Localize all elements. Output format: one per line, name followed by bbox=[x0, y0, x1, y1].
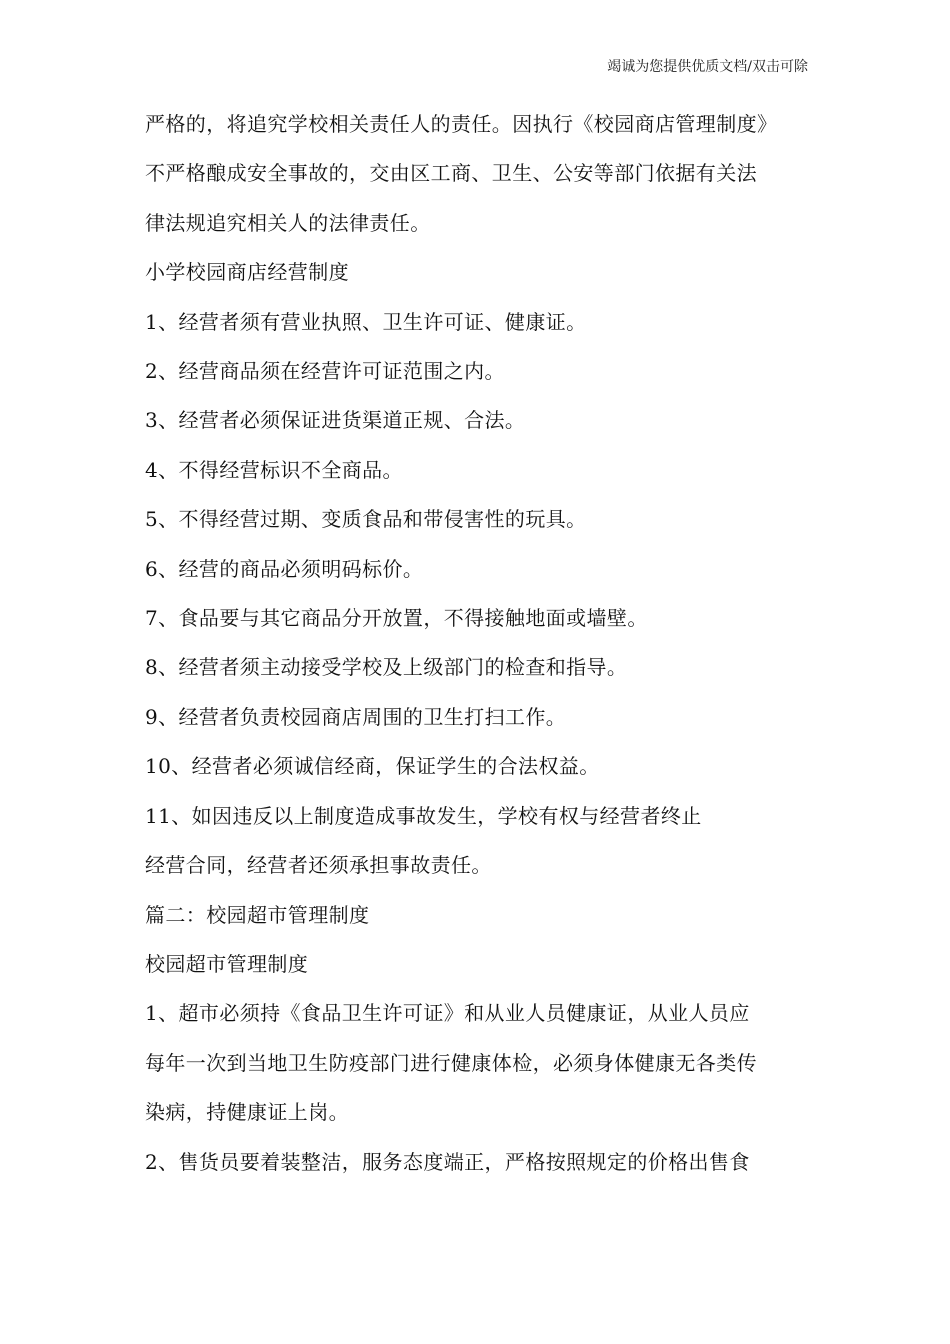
text-line: 律法规追究相关人的法律责任。 bbox=[145, 210, 431, 235]
list-item: 5、不得经营过期、变质食品和带侵害性的玩具。 bbox=[145, 507, 587, 532]
list-item: 10、经营者必须诚信经商，保证学生的合法权益。 bbox=[145, 754, 600, 779]
list-item: 11、如因违反以上制度造成事故发生，学校有权与经营者终止 bbox=[145, 803, 702, 828]
list-item: 9、经营者负责校园商店周围的卫生打扫工作。 bbox=[145, 704, 567, 729]
document-body bbox=[145, 100, 825, 1187]
text-line: 不严格酿成安全事故的，交由区工商、卫生、公安等部门依据有关法 bbox=[145, 161, 757, 186]
list-item: 2、经营商品须在经营许可证范围之内。 bbox=[145, 359, 505, 384]
list-item: 3、经营者必须保证进货渠道正规、合法。 bbox=[145, 408, 526, 433]
list-item: 1、经营者须有营业执照、卫生许可证、健康证。 bbox=[145, 309, 587, 334]
list-item: 1、超市必须持《食品卫生许可证》和从业人员健康证，从业人员应 bbox=[145, 1001, 750, 1026]
section-title: 小学校园商店经营制度 bbox=[145, 260, 349, 285]
text-line: 每年一次到当地卫生防疫部门进行健康体检，必须身体健康无各类传 bbox=[145, 1050, 757, 1075]
text-line: 严格的，将追究学校相关责任人的责任。因执行《校园商店管理制度》 bbox=[145, 112, 778, 136]
header-note: 竭诚为您提供优质文档/双击可除 bbox=[607, 59, 808, 75]
list-item: 7、食品要与其它商品分开放置，不得接触地面或墙壁。 bbox=[145, 606, 648, 631]
list-item: 8、经营者须主动接受学校及上级部门的检查和指导。 bbox=[145, 655, 628, 680]
section-title: 校园超市管理制度 bbox=[145, 951, 309, 976]
text-line: 经营合同，经营者还须承担事故责任。 bbox=[145, 853, 492, 878]
list-item: 4、不得经营标识不全商品。 bbox=[145, 457, 403, 482]
text-line: 染病，持健康证上岗。 bbox=[145, 1100, 349, 1125]
list-item: 6、经营的商品必须明码标价。 bbox=[145, 556, 424, 581]
list-item: 2、售货员要着装整洁，服务态度端正，严格按照规定的价格出售食 bbox=[145, 1149, 750, 1174]
section-title: 篇二：校园超市管理制度 bbox=[145, 902, 370, 927]
